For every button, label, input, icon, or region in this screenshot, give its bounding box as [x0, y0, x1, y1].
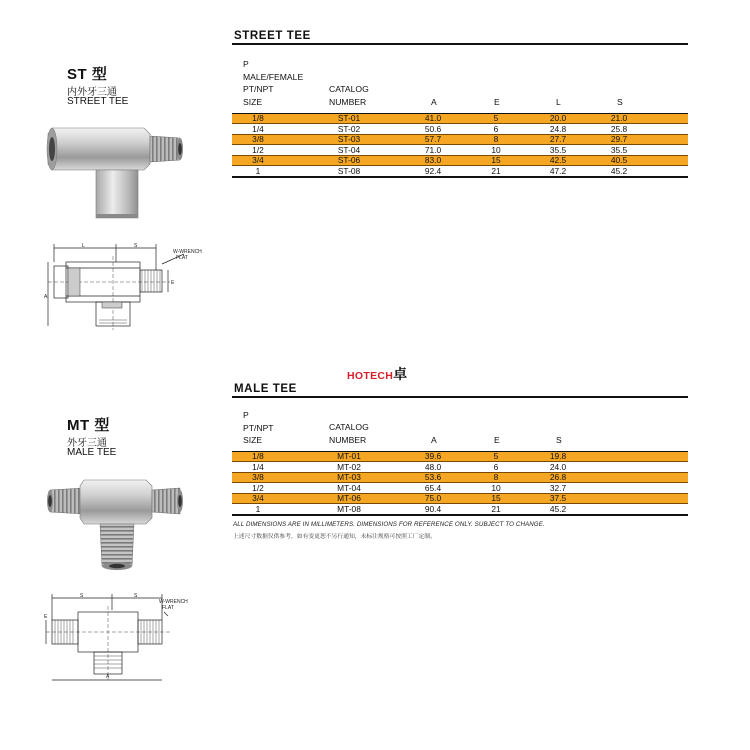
table-bottom-rule [232, 176, 688, 178]
street_tee-cell-a: 50.6 [424, 123, 442, 134]
male_tee-cell-s: 45.2 [549, 503, 567, 514]
male_tee-cell-size: 1/8 [252, 451, 264, 461]
mt-dimension-drawing [44, 590, 204, 685]
street_tee-cell-l: 27.7 [549, 134, 567, 144]
male_tee-cell-e: 15 [491, 493, 501, 503]
st-dim-s-label: S [134, 243, 138, 249]
street_tee-cell-l: 20.0 [549, 113, 567, 123]
st-product-name-en: STREET TEE [67, 96, 129, 107]
male_tee-cell-size: 1/4 [252, 461, 264, 472]
street_tee-cell-l: 42.5 [549, 155, 567, 165]
street_tee-cell-size: 1/8 [252, 113, 264, 123]
street_tee-cell-catalog: ST-04 [337, 144, 361, 155]
svg-text:S: S [80, 593, 84, 599]
st-product-photo [44, 118, 194, 228]
mt-product-photo [46, 474, 186, 574]
male-tee-title-rule [232, 396, 688, 398]
male_tee-cell-size: 3/8 [252, 472, 264, 482]
male_tee-cell-s: 19.8 [549, 451, 567, 461]
male_tee-cell-e: 10 [491, 482, 501, 493]
svg-text:A: A [106, 674, 110, 680]
table-row [232, 451, 688, 462]
st-header-l: L [556, 97, 561, 107]
street_tee-cell-s: 25.8 [610, 123, 628, 134]
table-row [232, 472, 688, 483]
male_tee-cell-e: 8 [493, 472, 499, 482]
street_tee-cell-s: 21.0 [610, 113, 628, 123]
street_tee-cell-l: 24.8 [549, 123, 567, 134]
street_tee-cell-size: 3/4 [252, 155, 264, 165]
male_tee-cell-size: 1/2 [252, 482, 264, 493]
logo-text: HOTECH [347, 370, 394, 382]
male_tee-cell-a: 53.6 [424, 472, 442, 482]
street_tee-cell-e: 5 [493, 113, 499, 123]
male_tee-cell-catalog: MT-06 [337, 493, 361, 503]
logo-mark-icon: 卓 [393, 367, 408, 383]
street_tee-cell-a: 71.0 [424, 144, 442, 155]
st-header-s: S [617, 97, 623, 107]
mt-header-catalog: CATALOG NUMBER [329, 422, 369, 445]
street_tee-cell-catalog: ST-01 [337, 113, 361, 123]
male_tee-cell-s: 37.5 [549, 493, 567, 503]
street_tee-cell-a: 41.0 [424, 113, 442, 123]
mt-header-a: A [431, 435, 437, 445]
dimension-note-en: ALL DIMENSIONS ARE IN MILLIMETERS. DIMENSIONS FOR REFERENCE ONLY. SUBJECT TO CHANGE. [233, 521, 545, 528]
street_tee-cell-e: 6 [493, 123, 499, 134]
male_tee-cell-a: 90.4 [424, 503, 442, 514]
street_tee-cell-size: 1/2 [252, 144, 264, 155]
table-row [232, 155, 688, 166]
svg-text:FLAT: FLAT [162, 605, 174, 611]
street_tee-cell-e: 8 [493, 134, 499, 144]
male_tee-cell-s: 26.8 [549, 472, 567, 482]
svg-text:E: E [44, 614, 48, 620]
svg-text:W-WRENCH: W-WRENCH [173, 249, 202, 255]
male-tee-title: MALE TEE [234, 383, 297, 395]
table-row [232, 134, 688, 145]
street_tee-cell-s: 35.5 [610, 144, 628, 155]
svg-text:S: S [134, 593, 138, 599]
male_tee-cell-a: 48.0 [424, 461, 442, 472]
male_tee-cell-s: 32.7 [549, 482, 567, 493]
mt-header-size: P PT/NPT SIZE [243, 410, 274, 445]
mt-header-s: S [556, 435, 562, 445]
male_tee-cell-e: 21 [491, 503, 501, 514]
svg-text:FLAT: FLAT [176, 255, 188, 261]
street_tee-cell-e: 15 [491, 155, 501, 165]
male_tee-cell-size: 3/4 [252, 493, 264, 503]
st-dimension-drawing [44, 240, 204, 335]
male_tee-cell-catalog: MT-08 [337, 503, 361, 514]
st-product-name-cn: 内外牙三通 [67, 87, 117, 98]
street_tee-cell-e: 21 [491, 165, 501, 176]
male_tee-cell-catalog: MT-01 [337, 451, 361, 461]
street_tee-cell-catalog: ST-08 [337, 165, 361, 176]
st-dim-a-label: A [44, 294, 48, 300]
table-row [232, 145, 688, 156]
street_tee-cell-size: 1/4 [252, 123, 264, 134]
st-dim-l-label: L [82, 243, 85, 249]
male_tee-cell-catalog: MT-02 [337, 461, 361, 472]
street_tee-cell-l: 47.2 [549, 165, 567, 176]
street_tee-cell-catalog: ST-06 [337, 155, 361, 165]
street-tee-title: STREET TEE [234, 30, 311, 42]
street-tee-title-rule [232, 43, 688, 45]
street_tee-cell-catalog: ST-02 [337, 123, 361, 134]
svg-text:W-WRENCH: W-WRENCH [159, 599, 188, 605]
mt-product-name-cn: 外牙三通 [67, 438, 107, 449]
table-row [232, 166, 688, 177]
street_tee-cell-a: 57.7 [424, 134, 442, 144]
male_tee-cell-a: 65.4 [424, 482, 442, 493]
table-row [232, 493, 688, 504]
street_tee-cell-size: 1 [255, 165, 261, 176]
street_tee-cell-size: 3/8 [252, 134, 264, 144]
table-row [232, 483, 688, 494]
table-row [232, 113, 688, 124]
table-bottom-rule [232, 514, 688, 516]
street_tee-cell-a: 83.0 [424, 155, 442, 165]
male_tee-cell-catalog: MT-04 [337, 482, 361, 493]
street_tee-cell-l: 35.5 [549, 144, 567, 155]
table-row [232, 124, 688, 135]
street_tee-cell-s: 29.7 [610, 134, 628, 144]
st-header-size: P MALE/FEMALE PT/NPT SIZE [243, 59, 304, 107]
mt-header-e: E [494, 435, 500, 445]
table-row [232, 504, 688, 515]
dimension-note-cn: 上述尺寸数据仅供参考，如有变更恕不另行通知，未标注规格可按照工厂定制。 [233, 534, 436, 540]
mt-product-name-en: MALE TEE [67, 447, 117, 458]
street_tee-cell-s: 45.2 [610, 165, 628, 176]
st-header-e: E [494, 97, 500, 107]
st-dim-e-label: E [171, 280, 175, 286]
st-product-code: ST 型 [67, 66, 108, 83]
street_tee-cell-catalog: ST-03 [337, 134, 361, 144]
st-header-a: A [431, 97, 437, 107]
male_tee-cell-size: 1 [255, 503, 261, 514]
hotech-logo [347, 364, 407, 384]
table-row [232, 462, 688, 473]
mt-product-code: MT 型 [67, 417, 110, 434]
male_tee-cell-catalog: MT-03 [337, 472, 361, 482]
st-header-catalog: CATALOG NUMBER [329, 84, 369, 107]
male_tee-cell-e: 5 [493, 451, 499, 461]
male_tee-cell-e: 6 [493, 461, 499, 472]
street_tee-cell-a: 92.4 [424, 165, 442, 176]
male_tee-cell-a: 39.6 [424, 451, 442, 461]
street_tee-cell-e: 10 [491, 144, 501, 155]
street_tee-cell-s: 40.5 [610, 155, 628, 165]
male_tee-cell-a: 75.0 [424, 493, 442, 503]
male_tee-cell-s: 24.0 [549, 461, 567, 472]
